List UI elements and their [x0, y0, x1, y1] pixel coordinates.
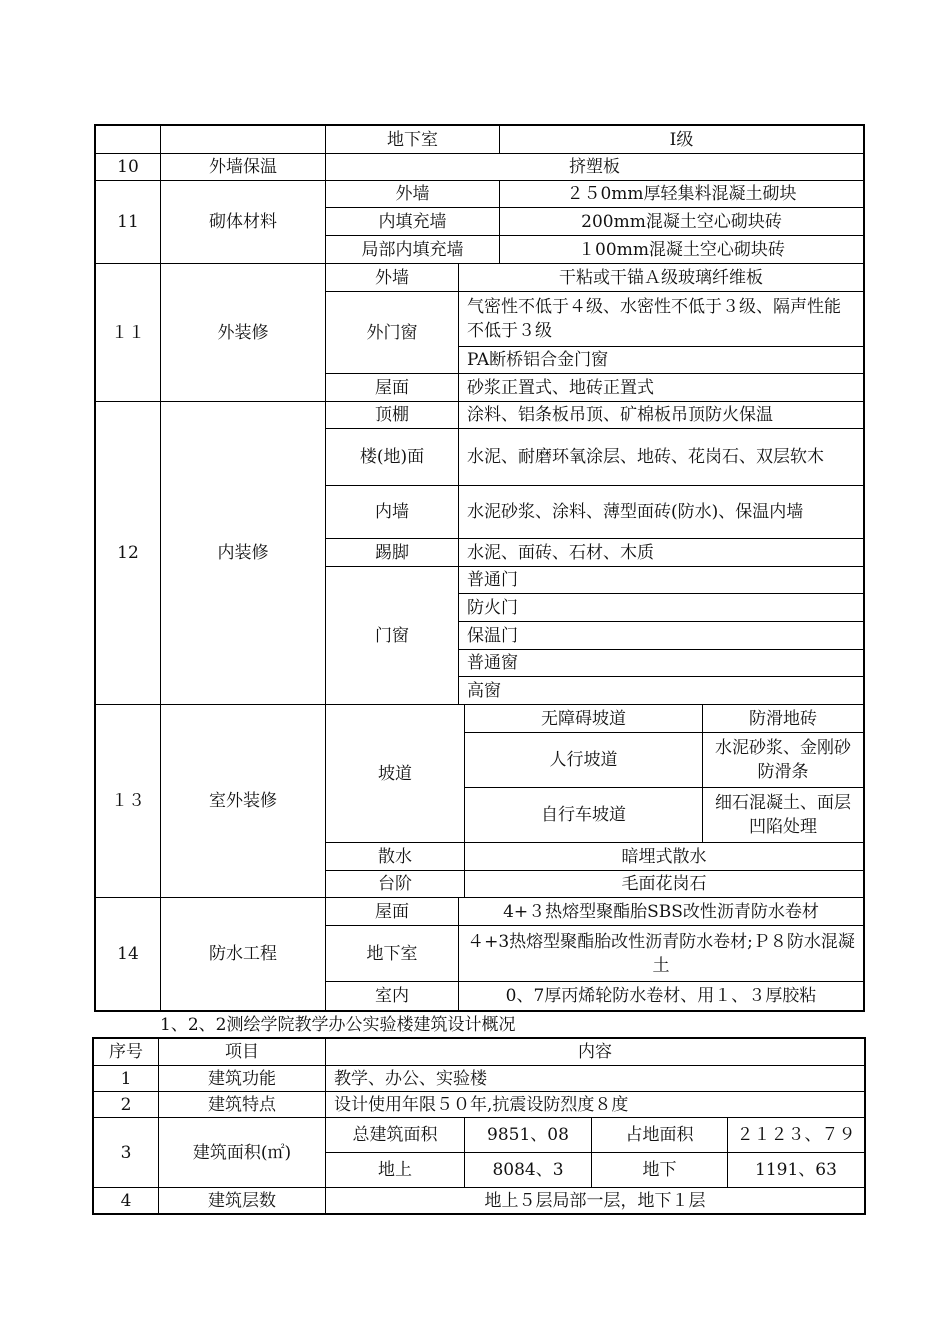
- row-number: 12: [95, 401, 161, 705]
- sub-item: 屋面: [325, 373, 459, 402]
- row-item: 建筑特点: [158, 1091, 326, 1118]
- sub-value: 气密性不低于４级、水密性不低于３级、隔声性能不低于３级: [458, 291, 864, 347]
- table-cell: [95, 125, 161, 154]
- sub-value: 细石混凝土、面层凹陷处理: [702, 787, 864, 843]
- row-number: 10: [95, 153, 161, 181]
- sub-item: 自行车坡道: [464, 787, 703, 843]
- table-cell: 地下室: [325, 125, 500, 154]
- section-caption: 1、2、2测绘学院教学办公实验楼建筑设计概况: [160, 1015, 516, 1035]
- sub-value: 防滑地砖: [702, 704, 864, 733]
- sub-value: 防火门: [458, 593, 864, 622]
- row-number: １３: [95, 704, 161, 898]
- sub-value: １00mm混凝土空心砌块砖: [499, 235, 864, 264]
- row-item: 砌体材料: [160, 180, 326, 264]
- row-number: 2: [93, 1091, 159, 1118]
- area-value: ２１２３、７９: [727, 1117, 865, 1153]
- row-number: 11: [95, 180, 161, 264]
- row-number: 4: [93, 1187, 159, 1214]
- sub-item: 外墙: [325, 180, 500, 208]
- sub-item: 楼(地)面: [325, 428, 459, 486]
- sub-item: 外墙: [325, 263, 459, 292]
- sub-item: 顶棚: [325, 401, 459, 429]
- row-item: 建筑面积(㎡): [158, 1117, 326, 1188]
- area-label: 地上: [325, 1152, 465, 1188]
- sub-item: 散水: [325, 842, 465, 871]
- sub-item: 地下室: [325, 925, 459, 982]
- table-cell: [160, 125, 326, 154]
- area-value: 1191、63: [727, 1152, 865, 1188]
- sub-value: 砂浆正置式、地砖正置式: [458, 373, 864, 402]
- sub-value: 水泥、面砖、石材、木质: [458, 538, 864, 567]
- area-value: 9851、08: [464, 1117, 592, 1153]
- header-cell: 内容: [325, 1038, 865, 1066]
- row-content: 教学、办公、实验楼: [325, 1065, 865, 1092]
- row-item: 外墙保温: [160, 153, 326, 181]
- sub-item: 内填充墙: [325, 207, 500, 236]
- sub-value: 干粘或干锚Ａ级玻璃纤维板: [458, 263, 864, 292]
- sub-item: 屋面: [325, 897, 459, 926]
- sub-item: 踢脚: [325, 538, 459, 567]
- sub-item: 台阶: [325, 870, 465, 898]
- row-number: １１: [95, 263, 161, 402]
- sub-value: 保温门: [458, 621, 864, 650]
- area-value: 8084、3: [464, 1152, 592, 1188]
- sub-value: 4+３热熔型聚酯胎SBS改性沥青防水卷材: [458, 897, 864, 926]
- sub-item: 门窗: [325, 566, 459, 705]
- sub-value: 暗埋式散水: [464, 842, 864, 871]
- row-item: 建筑层数: [158, 1187, 326, 1214]
- row-content: 设计使用年限５０年,抗震设防烈度８度: [325, 1091, 865, 1118]
- sub-item: 局部内填充墙: [325, 235, 500, 264]
- row-item: 外装修: [160, 263, 326, 402]
- row-number: 14: [95, 897, 161, 1011]
- sub-value: 水泥、耐磨环氧涂层、地砖、花岗石、双层软木: [458, 428, 864, 486]
- sub-value: ２５0mm厚轻集料混凝土砌块: [499, 180, 864, 208]
- row-item: 内装修: [160, 401, 326, 705]
- sub-value: 200mm混凝土空心砌块砖: [499, 207, 864, 236]
- row-item: 防水工程: [160, 897, 326, 1011]
- sub-item: 人行坡道: [464, 732, 703, 788]
- row-content: 挤塑板: [325, 153, 864, 181]
- header-cell: 项目: [158, 1038, 326, 1066]
- sub-value: 涂料、铝条板吊顶、矿棉板吊顶防火保温: [458, 401, 864, 429]
- sub-value: 普通门: [458, 566, 864, 594]
- area-label: 占地面积: [591, 1117, 728, 1153]
- area-label: 总建筑面积: [325, 1117, 465, 1153]
- sub-item: 内墙: [325, 485, 459, 539]
- sub-value: 毛面花岗石: [464, 870, 864, 898]
- sub-item: 无障碍坡道: [464, 704, 703, 733]
- sub-value: PA断桥铝合金门窗: [458, 346, 864, 374]
- sub-item: 外门窗: [325, 291, 459, 374]
- row-number: 1: [93, 1065, 159, 1092]
- sub-item: 坡道: [325, 704, 465, 843]
- row-content: 地上５层局部一层，地下１层: [325, 1187, 865, 1214]
- table-cell: Ⅰ级: [499, 125, 864, 154]
- sub-item: 室内: [325, 981, 459, 1011]
- sub-value: 水泥砂浆、涂料、薄型面砖(防水)、保温内墙: [458, 485, 864, 539]
- header-cell: 序号: [93, 1038, 159, 1066]
- row-item: 建筑功能: [158, 1065, 326, 1092]
- sub-value: 高窗: [458, 676, 864, 705]
- row-number: 3: [93, 1117, 159, 1188]
- sub-value: 普通窗: [458, 649, 864, 677]
- sub-value: ４+3热熔型聚酯胎改性沥青防水卷材;Ｐ８防水混凝土: [458, 925, 864, 982]
- sub-value: 0、7厚丙烯轮防水卷材、用１、３厚胶粘: [458, 981, 864, 1011]
- area-label: 地下: [591, 1152, 728, 1188]
- row-item: 室外装修: [160, 704, 326, 898]
- sub-value: 水泥砂浆、金刚砂防滑条: [702, 732, 864, 788]
